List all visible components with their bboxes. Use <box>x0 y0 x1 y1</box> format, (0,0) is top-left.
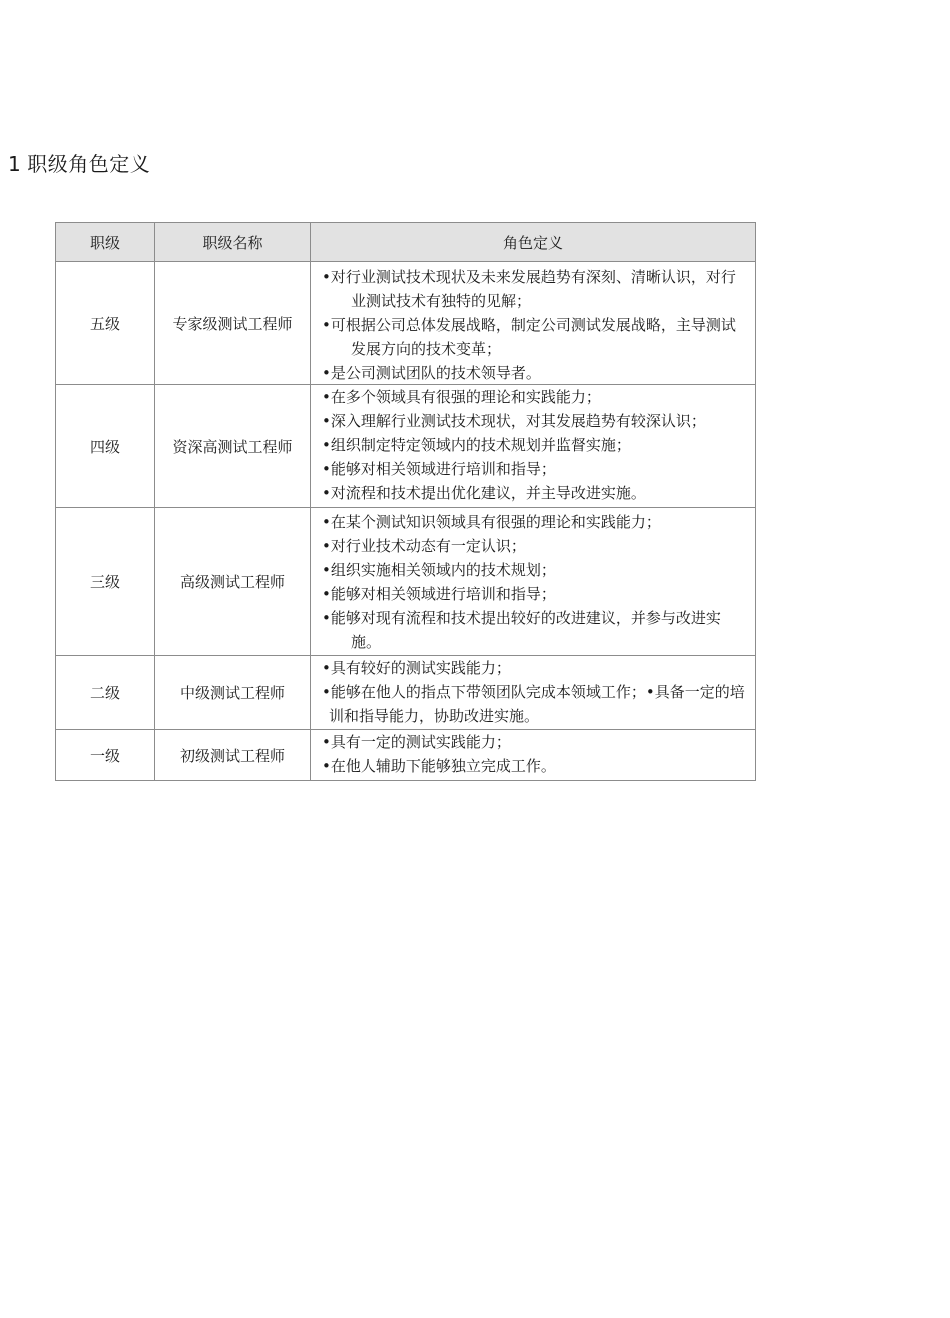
level-cell: 三级 <box>56 508 155 656</box>
header-definition: 角色定义 <box>311 223 756 262</box>
definition-item: •具有一定的测试实践能力； <box>322 733 511 751</box>
header-level: 职级 <box>56 223 155 262</box>
definition-item: •是公司测试团队的技术领导者。 <box>322 364 541 382</box>
definition-cell <box>311 385 756 508</box>
definition-item: •具有较好的测试实践能力； <box>322 659 511 677</box>
definition-item: •能够在他人的指点下带领团队完成本领域工作；•具备一定的培训和指导能力，协助改进实施。 <box>322 683 745 725</box>
header-title: 职级名称 <box>155 223 311 262</box>
definition-item: •在某个测试知识领域具有很强的理论和实践能力； <box>322 513 661 531</box>
table-row <box>56 262 756 385</box>
definition-item: •组织制定特定领域内的技术规划并监督实施； <box>322 436 631 454</box>
definition-item: •组织实施相关领域内的技术规划； <box>322 561 556 579</box>
table-header-row <box>56 223 756 262</box>
title-cell: 高级测试工程师 <box>155 508 311 656</box>
section-title: 职级角色定义 <box>27 152 151 176</box>
definition-item: •能够对相关领域进行培训和指导； <box>322 460 556 478</box>
title-cell: 专家级测试工程师 <box>155 262 311 385</box>
definition-item: •对行业技术动态有一定认识； <box>322 537 526 555</box>
definition-item: •能够对相关领域进行培训和指导； <box>322 585 556 603</box>
definition-item: •对流程和技术提出优化建议，并主导改进实施。 <box>322 484 646 502</box>
section-number: 1 <box>8 152 22 176</box>
definition-item: •能够对现有流程和技术提出较好的改进建议，并参与改进实施。 <box>322 609 721 651</box>
section-heading <box>8 150 150 178</box>
title-cell: 初级测试工程师 <box>155 730 311 781</box>
level-cell: 一级 <box>56 730 155 781</box>
table-row <box>56 656 756 730</box>
level-cell: 五级 <box>56 262 155 385</box>
role-definition-table <box>55 222 756 781</box>
table-row <box>56 508 756 656</box>
table-row <box>56 730 756 781</box>
level-cell: 二级 <box>56 656 155 730</box>
definition-cell <box>311 730 756 781</box>
definition-cell <box>311 262 756 385</box>
definition-item: •在他人辅助下能够独立完成工作。 <box>322 757 556 775</box>
definition-cell <box>311 508 756 656</box>
title-cell: 中级测试工程师 <box>155 656 311 730</box>
definition-item: •可根据公司总体发展战略，制定公司测试发展战略，主导测试发展方向的技术变革； <box>322 316 736 358</box>
definition-item: •在多个领域具有很强的理论和实践能力； <box>322 388 601 406</box>
table-row <box>56 385 756 508</box>
definition-item: •对行业测试技术现状及未来发展趋势有深刻、清晰认识，对行业测试技术有独特的见解； <box>322 268 736 310</box>
definition-item: •深入理解行业测试技术现状，对其发展趋势有较深认识； <box>322 412 706 430</box>
level-cell: 四级 <box>56 385 155 508</box>
title-cell: 资深高测试工程师 <box>155 385 311 508</box>
definition-cell <box>311 656 756 730</box>
